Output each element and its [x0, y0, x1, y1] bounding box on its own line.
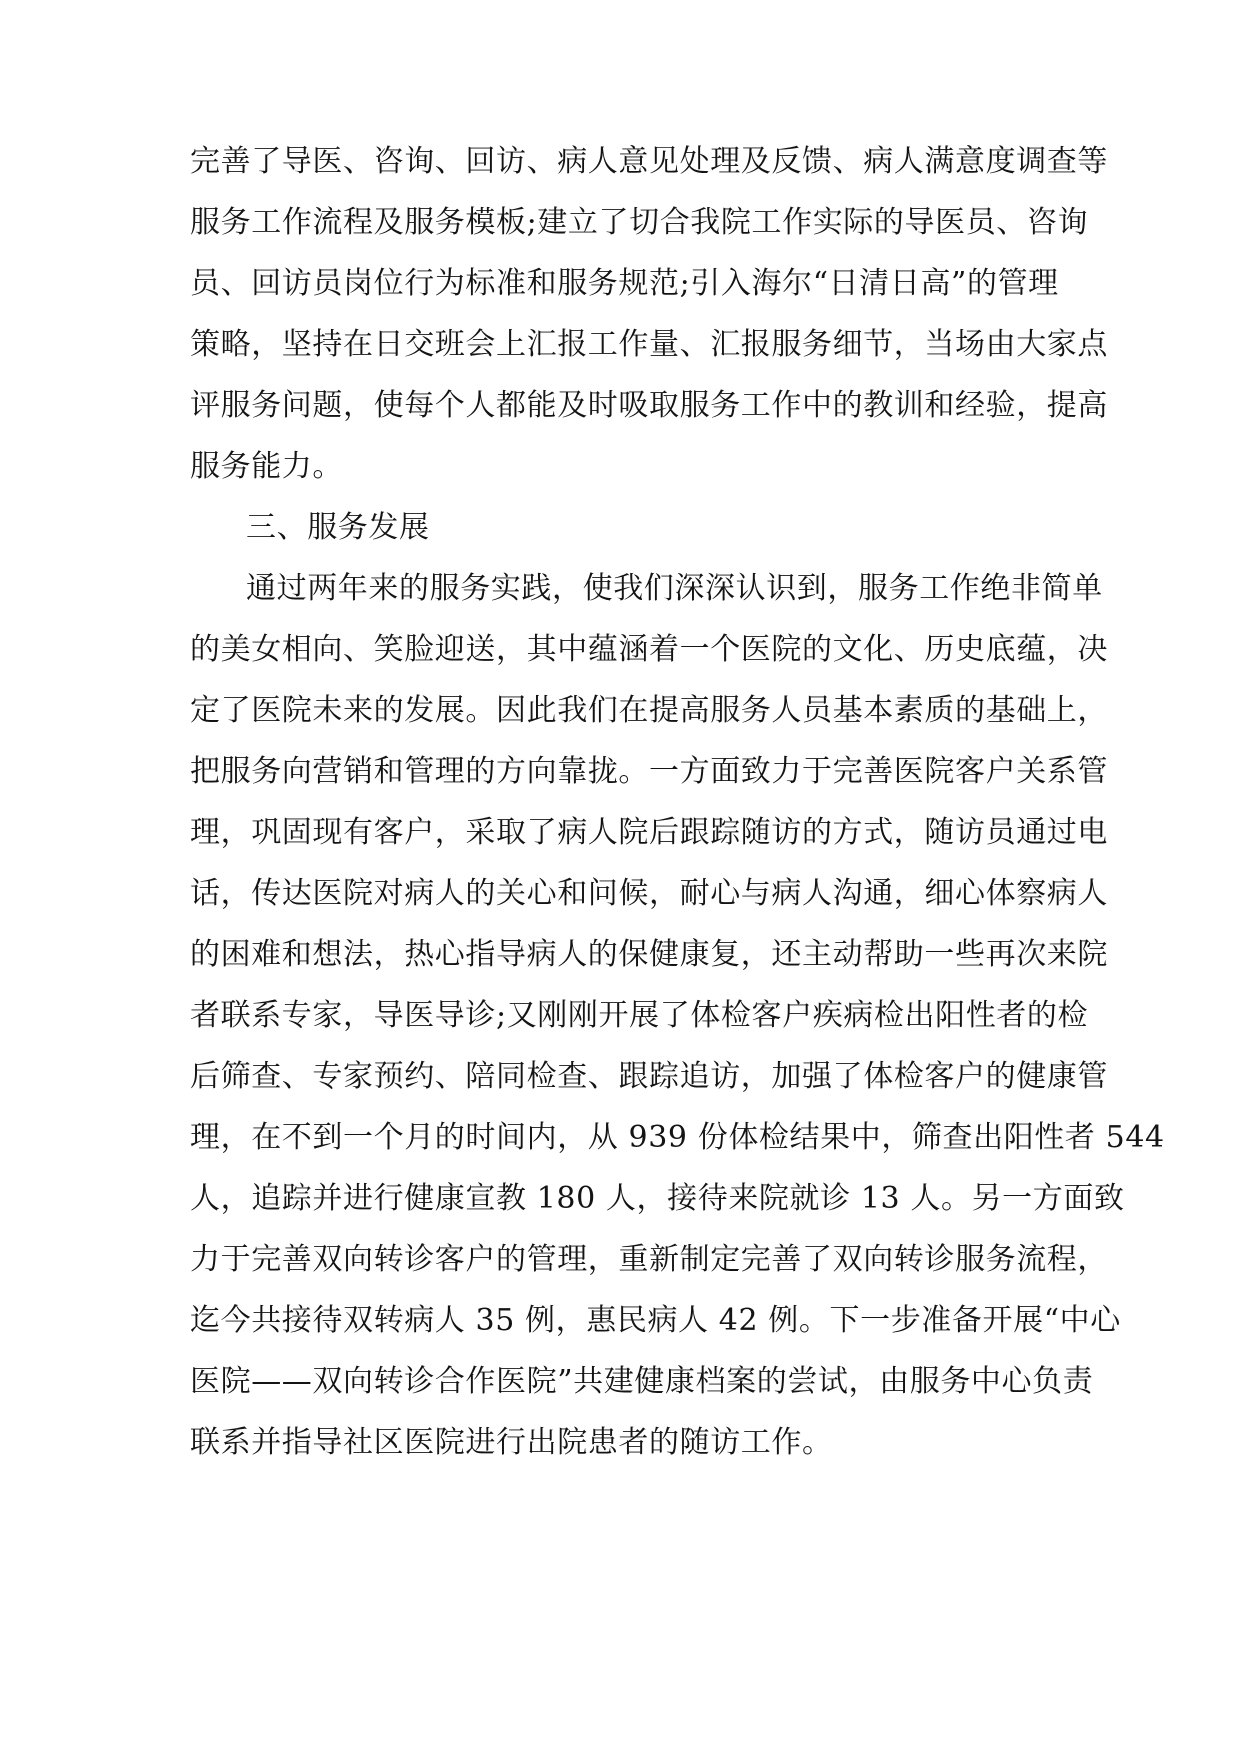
paragraph-line-8: 的美女相向、笑脸迎送，其中蕴涵着一个医院的文化、历史底蕴，决	[190, 632, 1108, 667]
paragraph-line-5: 评服务问题，使每个人都能及时吸取服务工作中的教训和经验，提高	[190, 388, 1108, 423]
paragraph-line-9: 定了医院未来的发展。因此我们在提高服务人员基本素质的基础上，	[190, 693, 1108, 728]
paragraph-line-20: 医院——双向转诊合作医院”共建健康档案的尝试，由服务中心负责	[190, 1364, 1094, 1399]
paragraph-line-2: 服务工作流程及服务模板;建立了切合我院工作实际的导医员、咨询	[190, 205, 1089, 240]
paragraph-line-19: 迄今共接待双转病人 35 例，惠民病人 42 例。下一步准备开展“中心	[190, 1303, 1121, 1338]
paragraph-line-21: 联系并指导社区医院进行出院患者的随访工作。	[190, 1425, 833, 1460]
paragraph-line-17: 人，追踪并进行健康宣教 180 人，接待来院就诊 13 人。另一方面致	[190, 1181, 1125, 1216]
paragraph-line-15: 后筛查、专家预约、陪同检查、跟踪追访，加强了体检客户的健康管	[190, 1059, 1108, 1094]
paragraph-line-16: 理，在不到一个月的时间内，从 939 份体检结果中，筛查出阳性者 544	[190, 1120, 1165, 1155]
section-heading: 三、服务发展	[246, 510, 430, 545]
paragraph-line-3: 员、回访员岗位行为标准和服务规范;引入海尔“日清日高”的管理	[190, 266, 1059, 301]
paragraph-line-14: 者联系专家，导医导诊;又刚刚开展了体检客户疾病检出阳性者的检	[190, 998, 1089, 1033]
paragraph-line-7: 通过两年来的服务实践，使我们深深认识到，服务工作绝非简单	[246, 571, 1103, 606]
paragraph-line-1: 完善了导医、咨询、回访、病人意见处理及反馈、病人满意度调查等	[190, 144, 1108, 179]
paragraph-line-13: 的困难和想法，热心指导病人的保健康复，还主动帮助一些再次来院	[190, 937, 1108, 972]
paragraph-line-11: 理，巩固现有客户，采取了病人院后跟踪随访的方式，随访员通过电	[190, 815, 1108, 850]
paragraph-line-4: 策略，坚持在日交班会上汇报工作量、汇报服务细节，当场由大家点	[190, 327, 1108, 362]
paragraph-line-18: 力于完善双向转诊客户的管理，重新制定完善了双向转诊服务流程，	[190, 1242, 1108, 1277]
paragraph-line-10: 把服务向营销和管理的方向靠拢。一方面致力于完善医院客户关系管	[190, 754, 1108, 789]
paragraph-line-6: 服务能力。	[190, 449, 343, 484]
paragraph-line-12: 话，传达医院对病人的关心和问候，耐心与病人沟通，细心体察病人	[190, 876, 1108, 911]
